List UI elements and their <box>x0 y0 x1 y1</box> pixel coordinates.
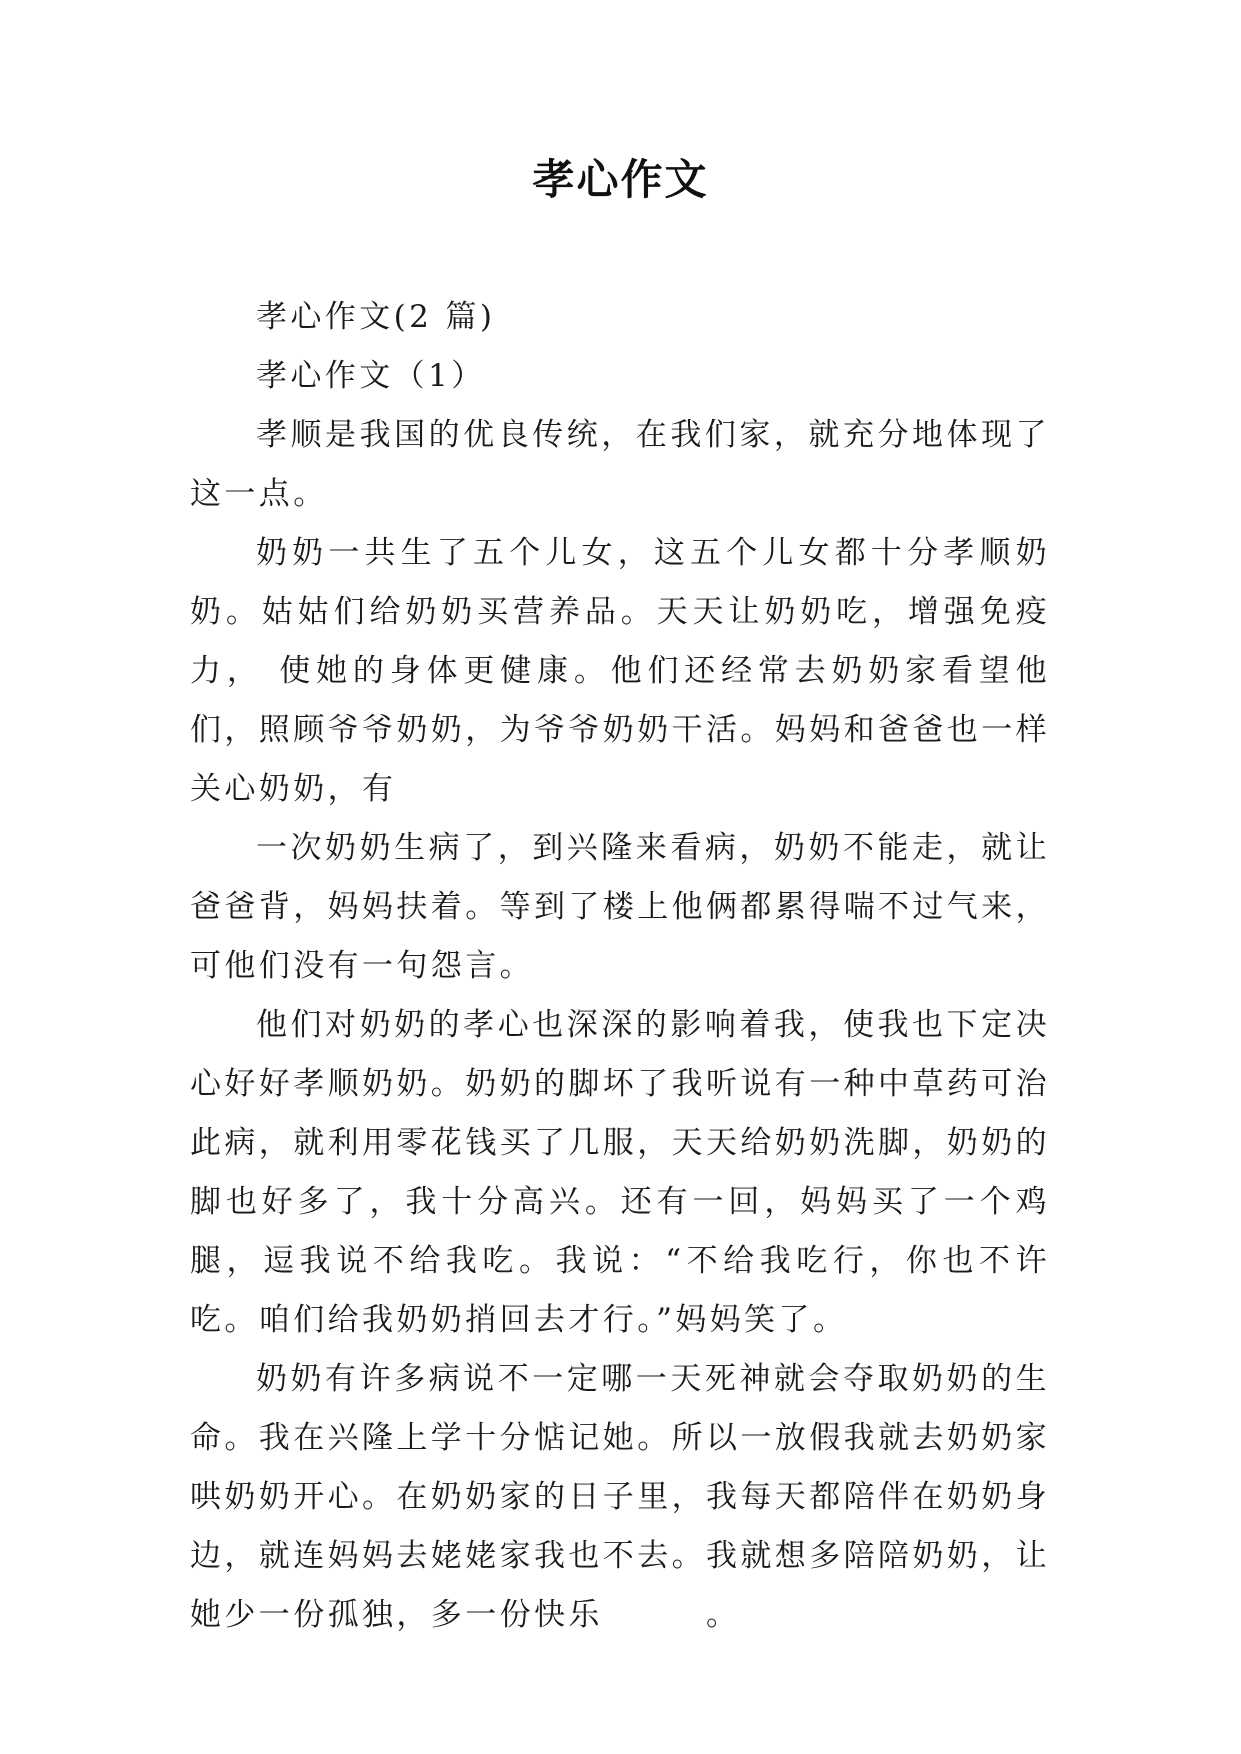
paragraph: 奶奶有许多病说不一定哪一天死神就会夺取奶奶的生命。我在兴隆上学十分惦记她。所以一放假我就去奶奶家哄奶奶开心。在奶奶家的日子里，我每天都陪伴在奶奶身边，就连妈妈去姥姥家我也不去。我就想多陪陪奶奶，让她少一份孤独，多一份快乐 。 <box>190 1361 1050 1633</box>
paragraph: 孝顺是我国的优良传统，在我们家，就充分地体现了这一点。 <box>190 417 1050 512</box>
paragraph: 一次奶奶生病了，到兴隆来看病，奶奶不能走，就让爸爸背，妈妈扶着。等到了楼上他俩都累得喘不过气来，可他们没有一句怨言。 <box>190 830 1050 984</box>
paragraph: 他们对奶奶的孝心也深深的影响着我，使我也下定决心好好孝顺奶奶。奶奶的脚坏了我听说有一种中草药可治此病，就利用零花钱买了几服，天天给奶奶洗脚，奶奶的脚也好多了，我十分高兴。还有一回，妈妈买了一个鸡腿，逗我说不给我吃。我说：“不给我吃行，你也不许吃。咱们给我奶奶捎回去才行。”妈妈笑了。 <box>190 1007 1050 1338</box>
document-body <box>190 288 1050 1645</box>
collection-subtitle: 孝心作文(2 篇) <box>256 299 496 335</box>
paragraph: 奶奶一共生了五个儿女，这五个儿女都十分孝顺奶奶。姑姑们给奶奶买营养品。天天让奶奶吃，增强免疫力， 使她的身体更健康。他们还经常去奶奶家看望他们，照顾爷爷奶奶，为爷爷奶奶干活。妈妈和爸爸也一样关心奶奶，有 <box>190 535 1050 807</box>
section-heading: 孝心作文（1） <box>256 358 486 394</box>
document-title: 孝心作文 <box>532 155 709 204</box>
